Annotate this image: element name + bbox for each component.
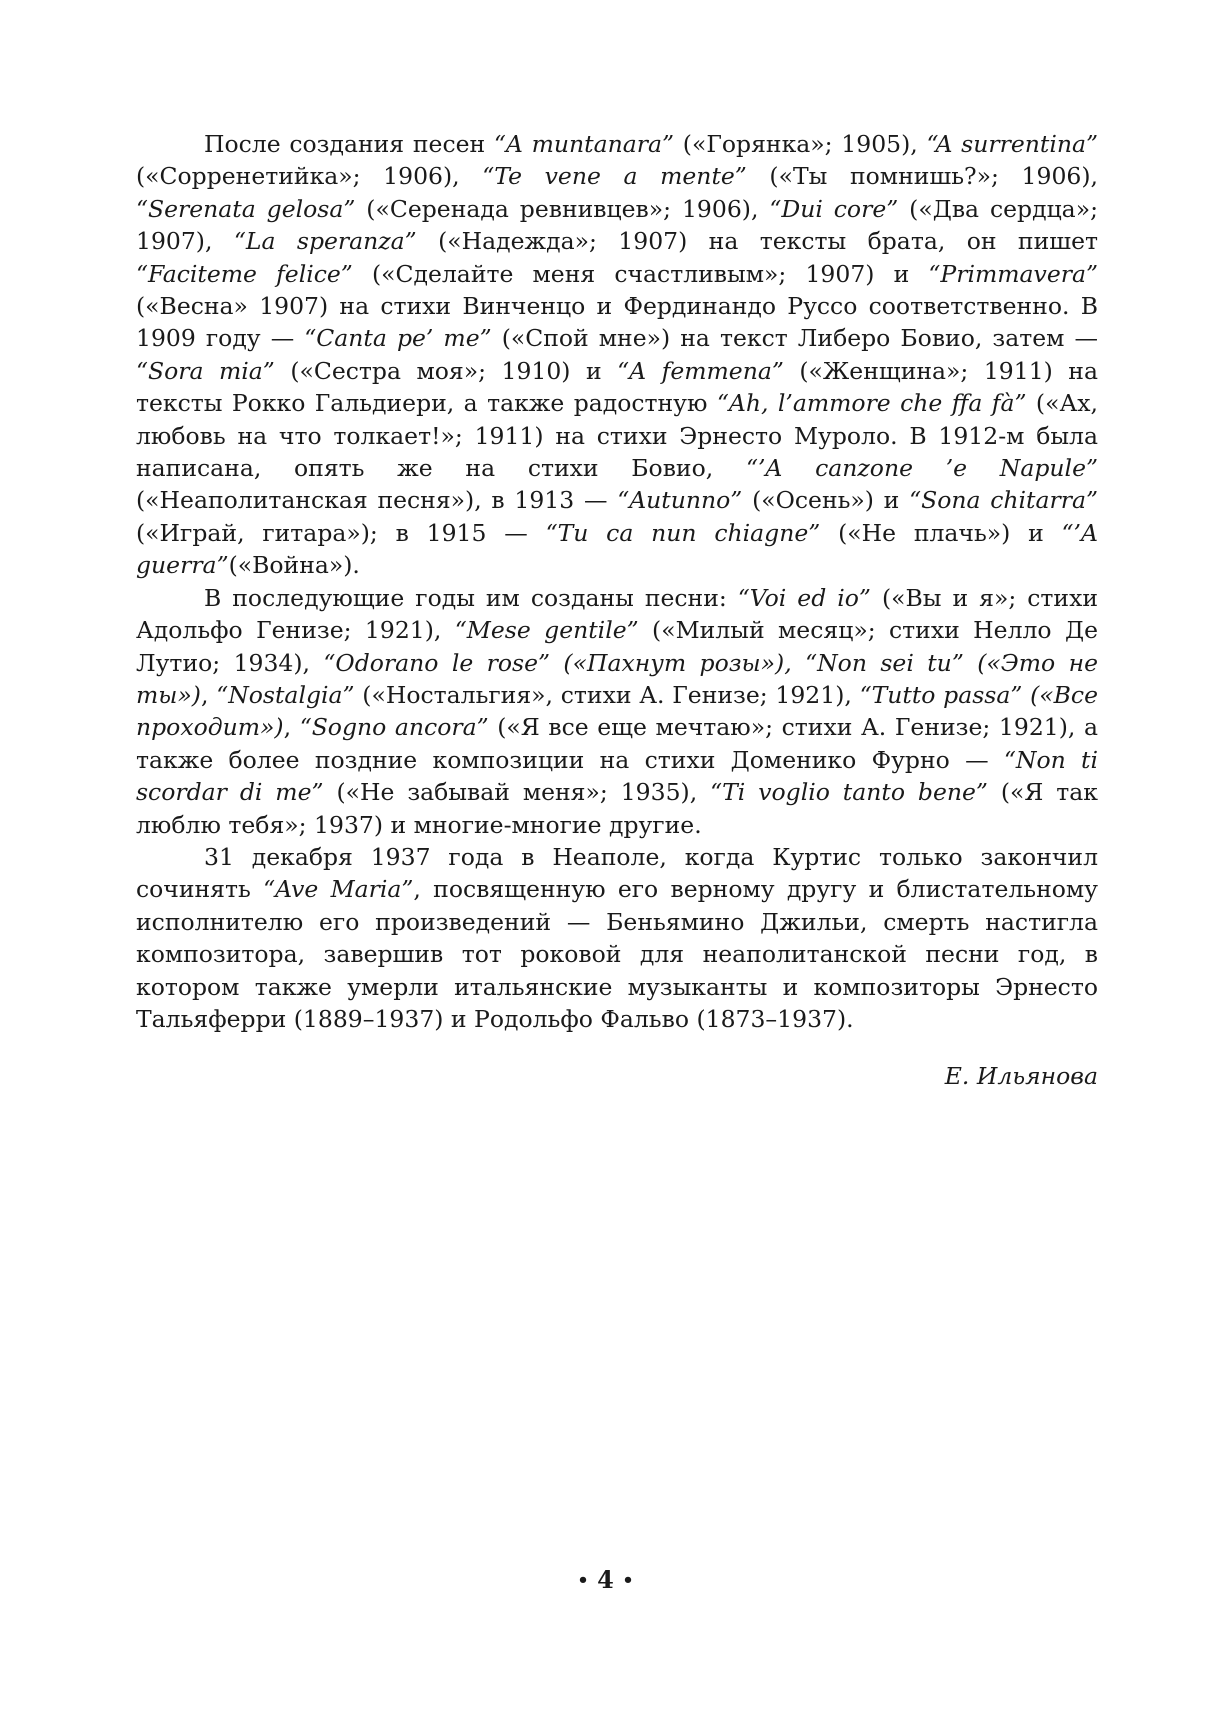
text-run: («Серенада ревнивцев»; 1906),: [355, 194, 770, 223]
text-run: («Я все еще мечтаю»; стихи А. Генизе; 1921), а также более поздние композиции на стихи Доменико Фурно —: [136, 713, 1098, 774]
song-title: “Sora mia”: [136, 356, 275, 385]
text-run: («Неаполитанская песня»), в 1913 —: [136, 486, 618, 515]
song-title: “Canta pe’ me”: [304, 324, 492, 353]
song-title: “Voi ed io”: [737, 583, 871, 612]
text-run: , посвященную его верному другу и блистательному исполнителю его произведений — Беньямино Джильи, смерть настигла композитора, завершив тот роковой для неаполитанской песни год, в котором также умерли итальянские музыканты и композиторы Эрнесто Тальяферри (1889–1937) и Родольфо Фальво (1873–1937).: [136, 875, 1098, 1033]
song-title: “A femmena”: [617, 356, 784, 385]
song-title: “Nostalgia”: [216, 680, 355, 709]
text-run: («Вы и я»; стихи Адольфо Генизе; 1921),: [136, 583, 1098, 645]
song-title: “Non ti scordar di me”: [136, 745, 1098, 807]
text-run: («Надежда»; 1907) на тексты брата, он пишет: [416, 227, 1098, 256]
text-run: ,: [200, 680, 217, 709]
song-title: “’A guerra”: [136, 518, 1099, 580]
song-title: “Serenata gelosa”: [136, 194, 356, 223]
text-run: ,: [283, 713, 300, 742]
text-run: («Играй, гитара»); в 1915 —: [136, 518, 546, 547]
song-title: “Ti voglio tanto bene”: [710, 778, 988, 807]
page-number: [0, 1565, 1211, 1594]
song-title: “La speranza”: [233, 227, 417, 256]
song-title: “Mese gentile”: [454, 616, 639, 645]
text-run: («Я так люблю тебя»; 1937) и многие-многие другие.: [136, 778, 1098, 839]
song-title: “A surrentina”: [926, 130, 1098, 158]
page-number-dot-left: •: [577, 1570, 589, 1591]
text-run: («Сорренетийка»; 1906),: [136, 162, 483, 191]
song-title: “Tu ca nun chiagne”: [545, 518, 821, 547]
text-run: («Милый месяц»; стихи Нелло Де Лутио; 1934),: [136, 616, 1099, 677]
song-title: “Ah, l’ammore che ffa fà”: [716, 389, 1027, 418]
text-run: («Не плачь») и: [820, 518, 1062, 547]
song-title: “’A canzone ’e Napule”: [745, 454, 1098, 483]
text-run: («Весна» 1907) на стихи Винченцо и Фердинандо Руссо соответственно. В 1909 году —: [136, 292, 1098, 353]
text-run: («Ты помнишь?»; 1906),: [746, 162, 1098, 191]
text-run: 31 декабря 1937 года в Неаполе, когда Куртис только закончил сочинять: [136, 842, 1098, 904]
text-run: («Осень») и: [742, 486, 910, 515]
text-run: («Спой мне») на текст Либеро Бовио, затем —: [491, 324, 1098, 353]
page-number-value: 4: [597, 1565, 614, 1594]
paragraph-songs-1905-1915: [136, 128, 1098, 582]
text-run: («Сестра моя»; 1910) и: [274, 356, 618, 385]
text-run: («Ностальгия», стихи А. Генизе; 1921),: [354, 680, 860, 709]
text-run: («Женщина»; 1911) на тексты Рокко Гальдиери, а также радостную: [136, 356, 1098, 418]
song-title: “Faciteme felice”: [136, 259, 353, 288]
paragraph-later-songs: [136, 582, 1098, 841]
song-title: “Odorano le rose” («Пахнут розы»), “Non sei tu” («Это не ты»): [136, 648, 1098, 709]
song-title: “Primmavera”: [928, 259, 1098, 288]
text-run: После создания песен: [204, 130, 494, 158]
author-signature: Е. Ильянова: [944, 1062, 1098, 1091]
text-run: («Война»).: [228, 551, 360, 580]
song-title: “Sogno ancora”: [299, 713, 489, 742]
text-run: («Ах, любовь на что толкает!»; 1911) на стихи Эрнесто Муроло. В 1912-м была написана, опять же на стихи Бовио,: [136, 389, 1098, 483]
text-run: («Два сердца»; 1907),: [136, 194, 1098, 256]
text-run: («Сделайте меня счастливым»; 1907) и: [352, 259, 929, 288]
song-title: “Te vene a mente”: [482, 162, 747, 191]
paragraph-death-1937: [136, 841, 1098, 1035]
song-title: “Ave Maria”: [263, 875, 414, 904]
page-number-dot-right: •: [622, 1570, 634, 1591]
text-run: В последующие годы им созданы песни:: [204, 583, 738, 612]
song-title: “Tutto passa” («Все проходит»): [136, 680, 1098, 742]
text-run: («Горянка»; 1905),: [674, 130, 927, 158]
song-title: “Sona chitarra”: [909, 486, 1098, 515]
text-run: («Не забывай меня»; 1935),: [323, 778, 711, 807]
song-title: “Dui core”: [769, 194, 899, 223]
song-title: “Autunno”: [617, 486, 743, 515]
page-text: [136, 128, 1098, 1093]
song-title: “A muntanara”: [493, 130, 675, 158]
